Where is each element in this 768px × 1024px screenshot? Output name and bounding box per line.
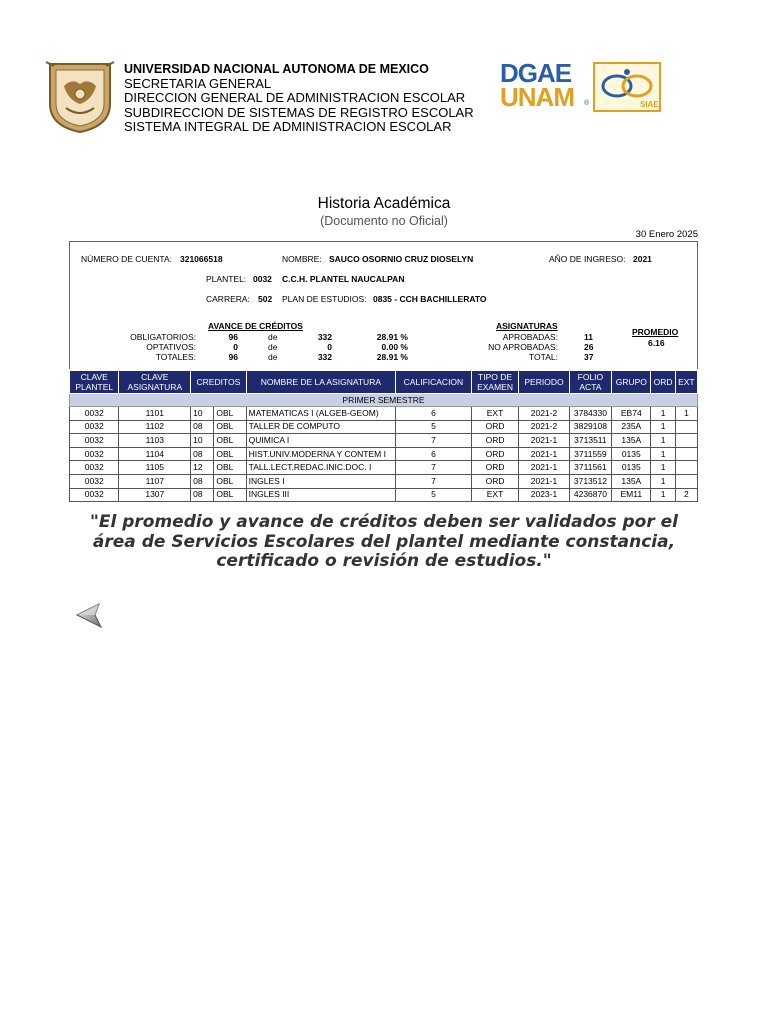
semester-label: PRIMER SEMESTRE <box>70 394 698 407</box>
col-clave-plantel: CLAVE PLANTEL <box>70 371 119 394</box>
cell-clave-plantel: 0032 <box>70 461 119 475</box>
col-creditos: CREDITOS <box>191 371 247 394</box>
cell-folio-acta: 3711561 <box>569 461 611 475</box>
asignaturas-aprobadas-label: APROBADAS: <box>502 332 558 342</box>
cell-grupo: 0135 <box>612 447 651 461</box>
cell-creditos: 08 <box>191 420 214 434</box>
cell-periodo: 2021-1 <box>519 447 569 461</box>
cell-calificacion: 5 <box>396 420 472 434</box>
cell-caracter: OBL <box>214 434 246 448</box>
col-ord: ORD <box>651 371 675 394</box>
cell-clave-asignatura: 1104 <box>119 447 191 461</box>
cell-grupo: EM11 <box>612 488 651 502</box>
table-row <box>70 434 698 448</box>
asignaturas-total-value: 37 <box>584 352 594 362</box>
cell-caracter: OBL <box>214 474 246 488</box>
cell-clave-asignatura: 1107 <box>119 474 191 488</box>
cell-folio-acta: 3713511 <box>569 434 611 448</box>
nombre-label: NOMBRE: <box>282 254 322 264</box>
col-periodo: PERIODO <box>519 371 569 394</box>
cell-calificacion: 7 <box>396 461 472 475</box>
plantel-clave: 0032 <box>253 274 272 284</box>
cell-caracter: OBL <box>214 447 246 461</box>
cell-calificacion: 6 <box>396 447 472 461</box>
avance-totales-total: 332 <box>317 352 332 362</box>
plantel-label: PLANTEL: <box>206 274 247 284</box>
asignaturas-total-label: TOTAL: <box>529 352 558 362</box>
cell-folio-acta: 3829108 <box>569 420 611 434</box>
cell-nombre-asignatura: HIST.UNIV.MODERNA Y CONTEM I <box>246 447 395 461</box>
cell-ord: 1 <box>651 434 675 448</box>
document-subtitle: (Documento no Oficial) <box>320 214 448 228</box>
cell-grupo: 235A <box>612 420 651 434</box>
logo-siae-text: SIAE <box>640 100 659 109</box>
avance-optativos-pct: 0.00 % <box>381 342 408 352</box>
cell-tipo-examen: ORD <box>471 420 518 434</box>
cell-ext <box>675 434 697 448</box>
avance-obligatorios-label: OBLIGATORIOS: <box>130 332 196 342</box>
col-tipo-examen: TIPO DE EXAMEN <box>471 371 518 394</box>
logo-registered-mark: ® <box>584 100 590 107</box>
cell-ord: 1 <box>651 461 675 475</box>
cell-nombre-asignatura: QUIMICA I <box>246 434 395 448</box>
asignaturas-no-aprobadas-label: NO APROBADAS: <box>488 342 558 352</box>
cell-caracter: OBL <box>214 420 246 434</box>
cell-caracter: OBL <box>214 461 246 475</box>
cuenta-value: 321066518 <box>180 254 223 264</box>
header-line-2: DIRECCION GENERAL DE ADMINISTRACION ESCOLAR <box>124 90 466 105</box>
student-info-box <box>69 241 698 369</box>
cell-folio-acta: 3713512 <box>569 474 611 488</box>
cell-tipo-examen: ORD <box>471 461 518 475</box>
cell-calificacion: 7 <box>396 474 472 488</box>
cell-tipo-examen: ORD <box>471 434 518 448</box>
cell-creditos: 10 <box>191 407 214 421</box>
avance-totales-label: TOTALES: <box>155 352 196 362</box>
semester-row <box>70 394 698 407</box>
unam-seal-icon <box>44 60 116 134</box>
cell-clave-plantel: 0032 <box>70 407 119 421</box>
table-row <box>70 488 698 502</box>
avance-de: de <box>268 342 278 352</box>
logo-unam-text: UNAM <box>500 82 574 112</box>
carrera-label: CARRERA: <box>206 294 250 304</box>
notice-text: El promedio y avance de créditos deben ser validados por el área de Servicios Escolares del plantel mediante constancia, certificado o revisión de estudios. <box>92 512 678 571</box>
cell-ord: 1 <box>651 407 675 421</box>
cell-clave-asignatura: 1102 <box>119 420 191 434</box>
cell-nombre-asignatura: TALL.LECT.REDAC.INIC.DOC. I <box>246 461 395 475</box>
dgae-unam-logo <box>500 60 662 114</box>
table-row <box>70 407 698 421</box>
cell-ord: 1 <box>651 474 675 488</box>
asignaturas-title: ASIGNATURAS <box>496 321 558 331</box>
cell-clave-asignatura: 1103 <box>119 434 191 448</box>
table-row <box>70 447 698 461</box>
ingreso-value: 2021 <box>633 254 652 264</box>
cell-periodo: 2021-1 <box>519 474 569 488</box>
cell-clave-asignatura: 1105 <box>119 461 191 475</box>
cell-calificacion: 6 <box>396 407 472 421</box>
avance-optativos-label: OPTATIVOS: <box>146 342 196 352</box>
cuenta-label: NÚMERO DE CUENTA: <box>81 254 172 264</box>
grades-table <box>69 370 698 502</box>
cell-ext: 1 <box>675 407 697 421</box>
back-arrow-icon[interactable] <box>74 600 104 630</box>
cell-grupo: 135A <box>612 434 651 448</box>
plan-value: 0835 - CCH BACHILLERATO <box>373 294 487 304</box>
asignaturas-aprobadas-value: 11 <box>584 332 593 342</box>
cell-nombre-asignatura: INGLES III <box>246 488 395 502</box>
cell-grupo: 0135 <box>612 461 651 475</box>
avance-optativos-total: 0 <box>327 342 332 352</box>
cell-calificacion: 5 <box>396 488 472 502</box>
promedio-title: PROMEDIO <box>632 327 679 337</box>
col-clave-asignatura: CLAVE ASIGNATURA <box>119 371 191 394</box>
ingreso-label: AÑO DE INGRESO: <box>549 254 626 264</box>
cell-ext <box>675 420 697 434</box>
cell-calificacion: 7 <box>396 434 472 448</box>
logo-dgae-text: DGAE <box>500 58 572 88</box>
header-line-1: SECRETARIA GENERAL <box>124 75 272 91</box>
cell-clave-plantel: 0032 <box>70 447 119 461</box>
avance-title: AVANCE DE CRÉDITOS <box>208 321 303 331</box>
avance-obligatorios-pct: 28.91 % <box>376 332 408 342</box>
col-ext: EXT <box>675 371 697 394</box>
asignaturas-no-aprobadas-value: 26 <box>584 342 594 352</box>
notice-open-quote: " <box>90 512 99 532</box>
validation-notice <box>70 513 698 572</box>
avance-optativos-obtained: 0 <box>233 342 238 352</box>
cell-creditos: 10 <box>191 434 214 448</box>
document-title: Historia Académica <box>317 195 451 212</box>
table-row <box>70 474 698 488</box>
cell-folio-acta: 3711559 <box>569 447 611 461</box>
header-block <box>124 62 474 135</box>
cell-nombre-asignatura: TALLER DE COMPUTO <box>246 420 395 434</box>
cell-tipo-examen: EXT <box>471 407 518 421</box>
cell-clave-plantel: 0032 <box>70 474 119 488</box>
avance-totales-obtained: 96 <box>228 352 238 362</box>
cell-nombre-asignatura: MATEMATICAS I (ALGEB-GEOM) <box>246 407 395 421</box>
table-row <box>70 420 698 434</box>
col-grupo: GRUPO <box>612 371 651 394</box>
table-header-row <box>70 371 698 394</box>
cell-ext: 2 <box>675 488 697 502</box>
header-line-3: SUBDIRECCION DE SISTEMAS DE REGISTRO ESCOLAR <box>124 104 474 120</box>
cell-periodo: 2023-1 <box>519 488 569 502</box>
avance-obligatorios-total: 332 <box>317 332 332 342</box>
cell-ext <box>675 461 697 475</box>
cell-folio-acta: 3784330 <box>569 407 611 421</box>
cell-caracter: OBL <box>214 488 246 502</box>
nombre-value: SAUCO OSORNIO CRUZ DIOSELYN <box>329 254 474 264</box>
avance-de: de <box>268 332 278 342</box>
cell-clave-asignatura: 1101 <box>119 407 191 421</box>
cell-clave-asignatura: 1307 <box>119 488 191 502</box>
cell-periodo: 2021-1 <box>519 461 569 475</box>
university-name: UNIVERSIDAD NACIONAL AUTONOMA DE MEXICO <box>124 62 429 76</box>
avance-totales-pct: 28.91 % <box>376 352 408 362</box>
cell-tipo-examen: ORD <box>471 474 518 488</box>
document-date: 30 Enero 2025 <box>635 229 698 240</box>
avance-de: de <box>268 352 278 362</box>
cell-ord: 1 <box>651 447 675 461</box>
cell-creditos: 12 <box>191 461 214 475</box>
cell-creditos: 08 <box>191 447 214 461</box>
avance-obligatorios-obtained: 96 <box>228 332 238 342</box>
plan-label: PLAN DE ESTUDIOS: <box>282 294 367 304</box>
header-line-4: SISTEMA INTEGRAL DE ADMINISTRACION ESCOLAR <box>124 119 452 134</box>
promedio-value: 6.16 <box>648 338 665 348</box>
cell-ord: 1 <box>651 488 675 502</box>
col-folio-acta: FOLIO ACTA <box>569 371 611 394</box>
cell-caracter: OBL <box>214 407 246 421</box>
col-nombre-asignatura: NOMBRE DE LA ASIGNATURA <box>246 371 395 394</box>
col-calificacion: CALIFICACION <box>396 371 472 394</box>
notice-close-quote: " <box>542 551 552 571</box>
cell-periodo: 2021-2 <box>519 407 569 421</box>
carrera-value: 502 <box>258 294 273 304</box>
cell-creditos: 08 <box>191 488 214 502</box>
cell-grupo: 135A <box>612 474 651 488</box>
cell-tipo-examen: ORD <box>471 447 518 461</box>
cell-tipo-examen: EXT <box>471 488 518 502</box>
table-row <box>70 461 698 475</box>
cell-ext <box>675 447 697 461</box>
cell-creditos: 08 <box>191 474 214 488</box>
cell-clave-plantel: 0032 <box>70 434 119 448</box>
cell-clave-plantel: 0032 <box>70 420 119 434</box>
cell-ext <box>675 474 697 488</box>
cell-clave-plantel: 0032 <box>70 488 119 502</box>
plantel-nombre: C.C.H. PLANTEL NAUCALPAN <box>282 274 405 284</box>
cell-nombre-asignatura: INGLES I <box>246 474 395 488</box>
cell-periodo: 2021-2 <box>519 420 569 434</box>
cell-folio-acta: 4236870 <box>569 488 611 502</box>
cell-periodo: 2021-1 <box>519 434 569 448</box>
cell-grupo: EB74 <box>612 407 651 421</box>
cell-ord: 1 <box>651 420 675 434</box>
